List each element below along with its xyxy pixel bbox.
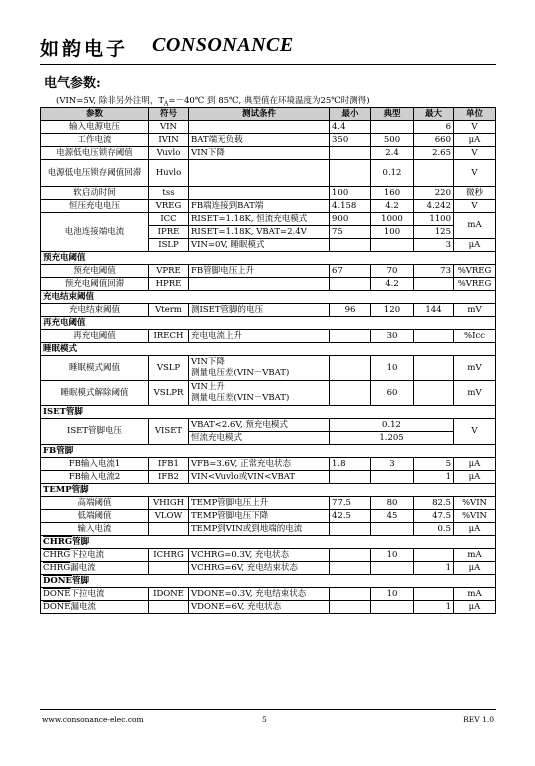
table-row: DONE漏电流 VDONE=6V, 充电状态 1 μA (41, 601, 496, 614)
table-row: 高端阈值 VHIGH TEMP管脚电压上升 77.5 80 82.5 %VIN (41, 497, 496, 510)
table-row: 电池连接端电流 ICC RISET=1.18K, 恒流充电模式 900 1000 1100 mA (41, 213, 496, 226)
company-name-cn: 如韵电子 (40, 38, 129, 60)
table-row: ISET管脚电压 VISET VBAT<2.6V, 预充电模式 0.12 V (41, 419, 496, 432)
test-conditions: (VIN=5V, 除非另外注明，$T_A=-40℃$ 到 85℃, 典型值在环境温度为25℃时测得) (56, 96, 370, 108)
electrical-parameters-table (40, 107, 496, 614)
header-max: 最大 (414, 108, 454, 121)
table-row: FB输入电流1 IFB1 VFB=3.6V, 正常充电状态 1.8 3 5 μA (41, 458, 496, 471)
table-row: 电源低电压锁存阈值回滞 Huvlo 0.12 V (41, 160, 496, 187)
section-row: 睡眠模式 (41, 343, 496, 356)
table-row: 睡眠模式解除阈值 VSLPR VIN上升 测量电压差(VIN－VBAT) 60 mV (41, 381, 496, 406)
section-row: 预充电阈值 (41, 252, 496, 265)
section-row: 充电结束阈值 (41, 291, 496, 304)
table-row: IPRE RISET=1.18K, VBAT=2.4V 75 100 125 (41, 226, 496, 239)
table-row: CHRG漏电流 VCHRG=6V, 充电结束状态 1 μA (41, 562, 496, 575)
table-row: 预充电阈值 VPRE FB管脚电压上升 67 70 73 %VREG (41, 265, 496, 278)
table-row: 预充电阈值回滞 HPRE 4.2 %VREG (41, 278, 496, 291)
table-row: 低端阈值 VLOW TEMP管脚电压下降 42.5 45 47.5 %VIN (41, 510, 496, 523)
section-row: TEMP管脚 (41, 484, 496, 497)
header-symbol: 符号 (149, 108, 189, 121)
table-row: 恒流充电模式 1.205 (41, 432, 496, 445)
header-min: 最小 (330, 108, 371, 121)
header-divider (40, 64, 496, 65)
table-row: 再充电阈值 IRECH 充电电流上升 30 %Icc (41, 330, 496, 343)
table-header-row (41, 108, 496, 121)
table-row: 输入电源电压 VIN 4.4 6 V (41, 121, 496, 134)
table-row: 睡眠模式阈值 VSLP VIN下降 测量电压差(VIN－VBAT) 10 mV (41, 356, 496, 381)
footer-divider (40, 709, 496, 710)
revision: REV 1.0 (463, 715, 494, 724)
company-name-en: CONSONANCE (152, 34, 294, 56)
table-row: 恒压充电电压 VREG FB端连接到BAT端 4.158 4.2 4.242 V (41, 200, 496, 213)
section-row: FB管脚 (41, 445, 496, 458)
page-header (40, 34, 500, 64)
table-row: FB输入电流2 IFB2 VIN<Vuvlo或VIN<VBAT 1 μA (41, 471, 496, 484)
page-number: 5 (262, 715, 267, 724)
header-param: 参数 (41, 108, 149, 121)
footer-url: www.consonance-elec.com (42, 715, 144, 724)
section-row: 再充电阈值 (41, 317, 496, 330)
section-row: ISET管脚 (41, 406, 496, 419)
header-typ: 典型 (371, 108, 414, 121)
table-row: 工作电流 IVIN BAT端无负载 350 500 660 μA (41, 134, 496, 147)
header-unit: 单位 (454, 108, 496, 121)
table-row: 电源低电压锁存阈值 Vuvlo VIN下降 2.4 2.65 V (41, 147, 496, 160)
header-cond: 测试条件 (189, 108, 330, 121)
table-row: DONE下拉电流 IDONE VDONE=0.3V, 充电结束状态 10 mA (41, 588, 496, 601)
table-row: CHRG下拉电流 ICHRG VCHRG=0.3V, 充电状态 10 mA (41, 549, 496, 562)
section-title: 电气参数: (44, 76, 101, 91)
table-row: 输入电流 TEMP到VIN或到地端的电流 0.5 μA (41, 523, 496, 536)
table-row: ISLP VIN=0V, 睡眠模式 3 μA (41, 239, 496, 252)
table-row: 软启动时间 tss 100 160 220 微秒 (41, 187, 496, 200)
section-row: CHRG管脚 (41, 536, 496, 549)
section-row: DONE管脚 (41, 575, 496, 588)
table-row: 充电结束阈值 Vterm 测ISET管脚的电压 96 120 144 mV (41, 304, 496, 317)
